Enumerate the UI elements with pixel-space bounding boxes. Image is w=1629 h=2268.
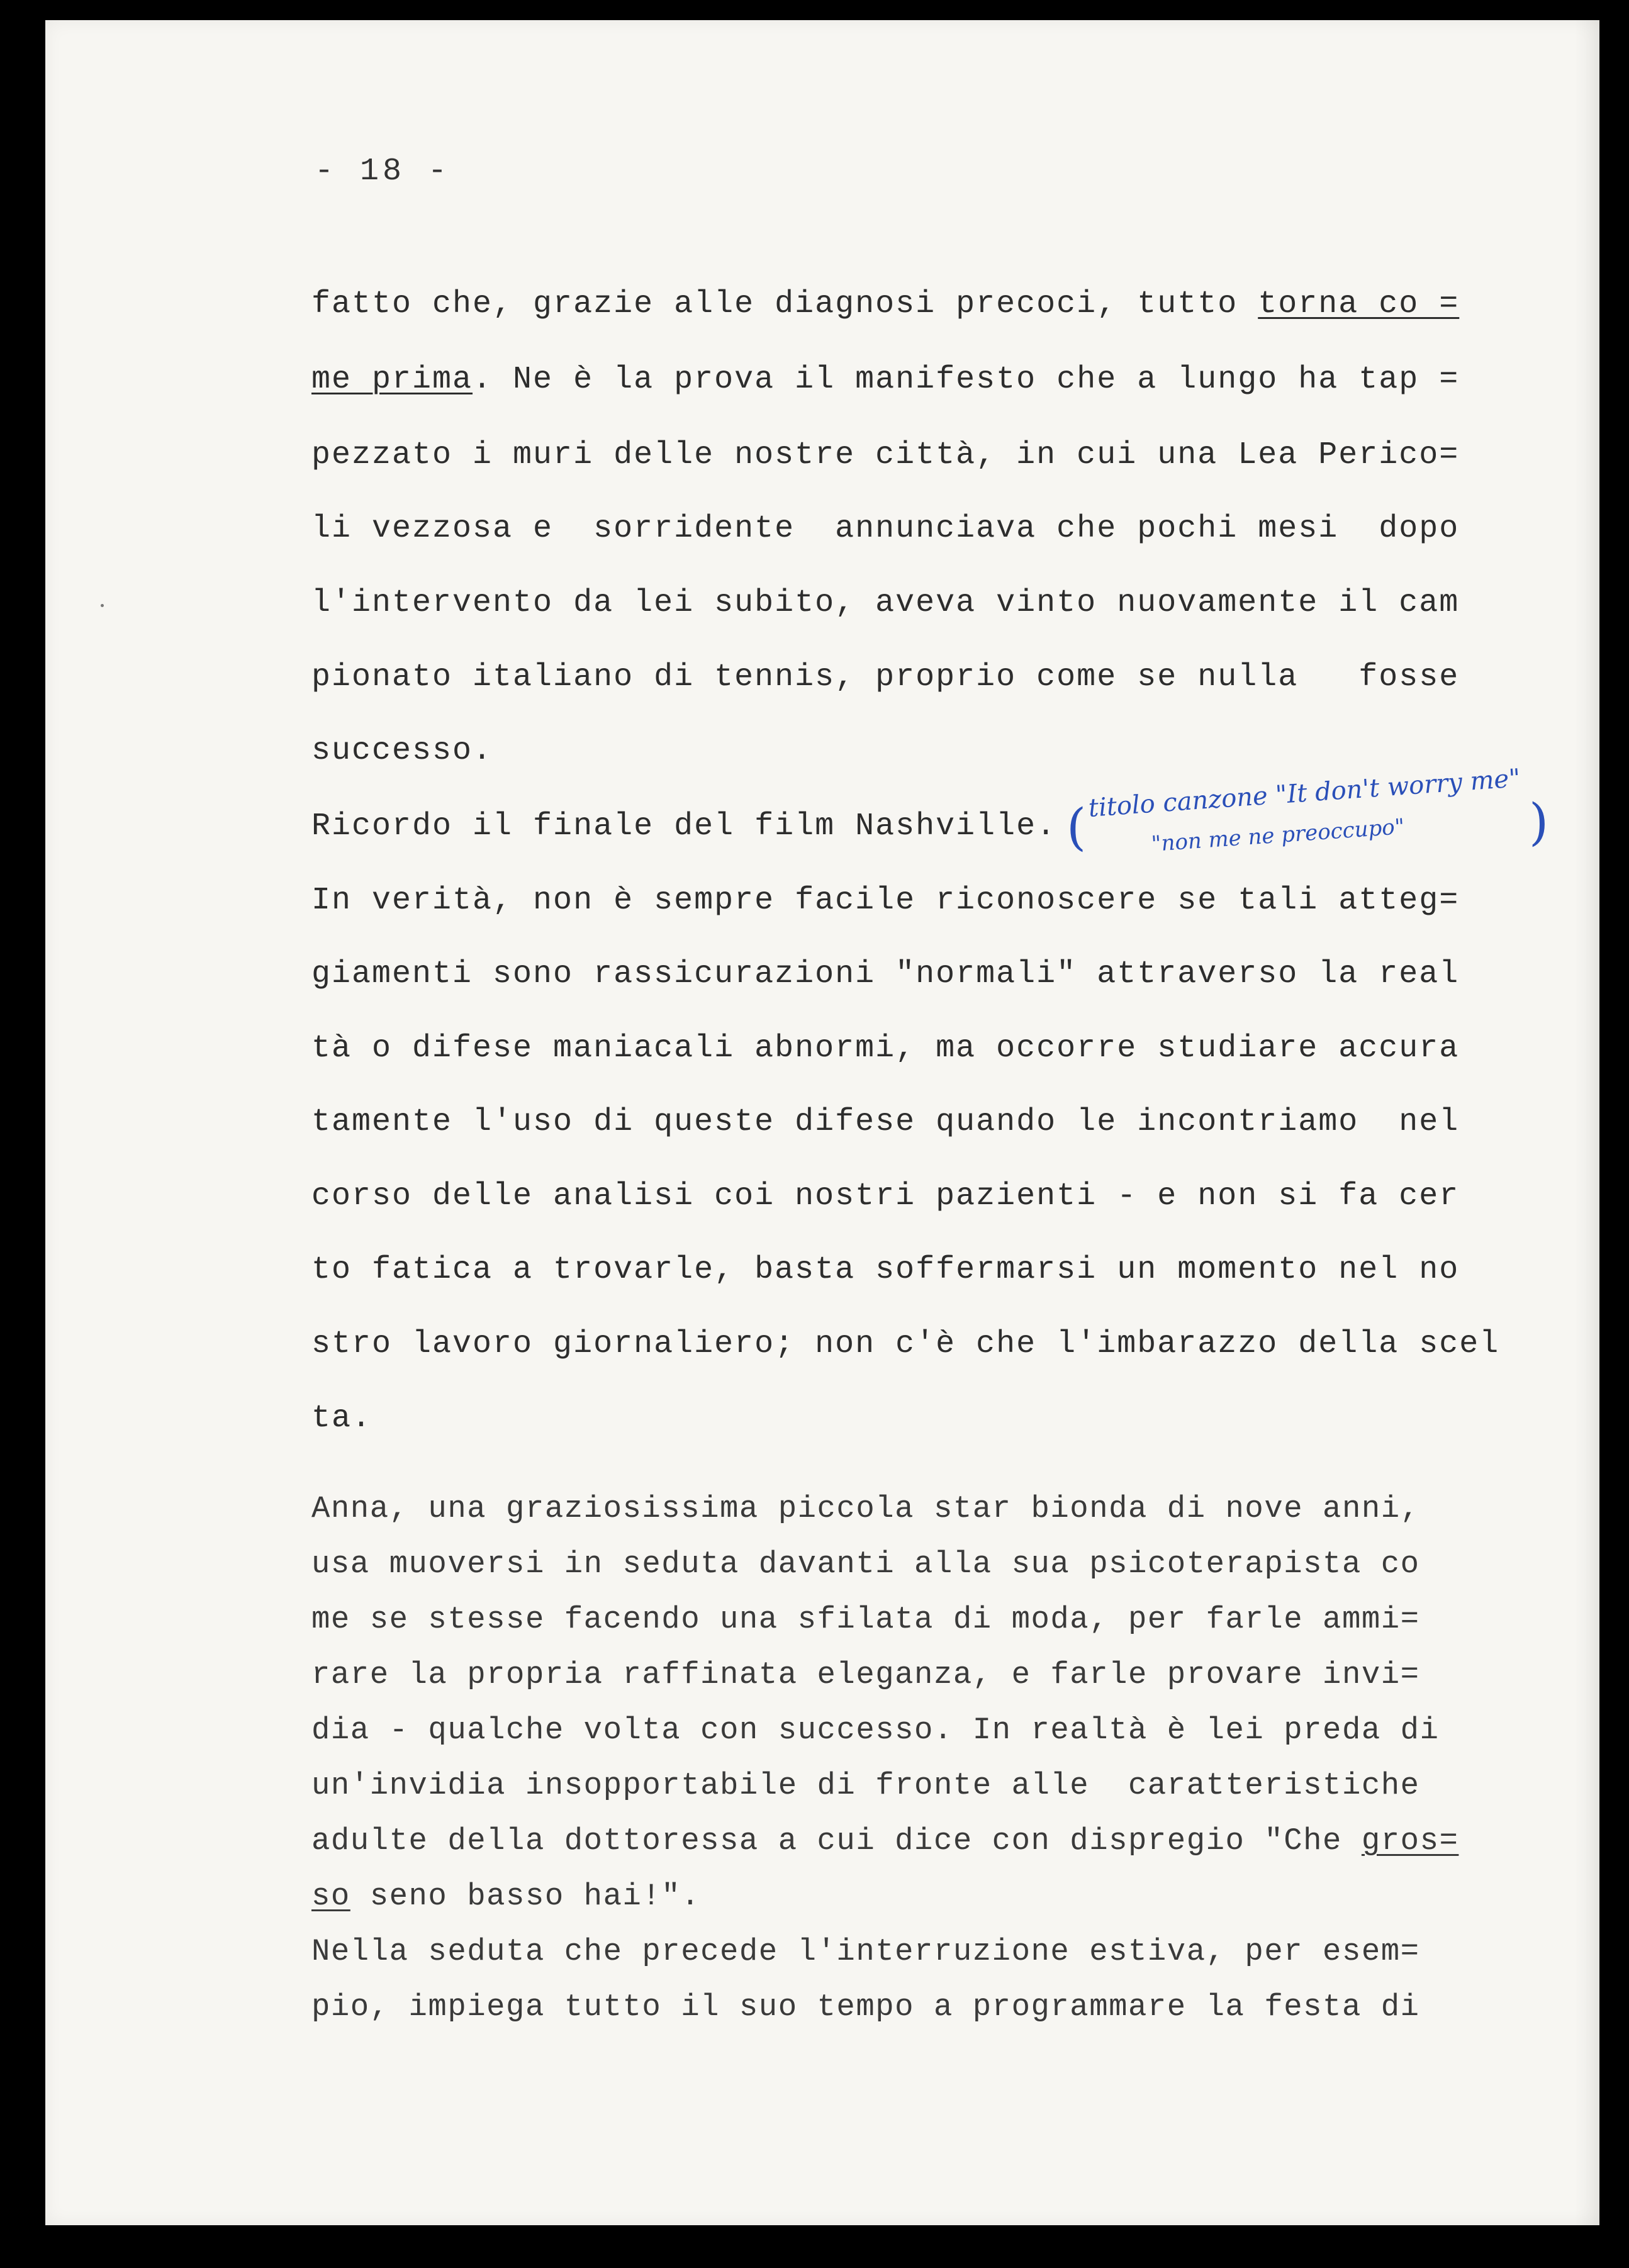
paragraph-2-line: In verità, non è sempre facile riconoscere se tali atteg= [311, 883, 1460, 919]
text-run: pionato italiano di tennis, proprio come se nulla fosse [311, 659, 1460, 695]
paragraph-3-line [311, 1823, 1458, 1858]
paragraph-2-line: ta. [311, 1400, 372, 1436]
text-run: adulte della dottoressa a cui dice con dispregio "Che [311, 1823, 1362, 1858]
underlined-text: torna co = [1258, 286, 1460, 322]
handwritten-note-line-1: titolo canzone "It don't worry me" [1087, 764, 1521, 823]
paragraph-3-line [311, 1768, 1420, 1803]
paragraph-2-line: tà o difese maniacali abnormi, ma occorre studiare accura [311, 1031, 1460, 1066]
paragraph-1-line [311, 511, 1459, 547]
page-edge [1574, 20, 1599, 2225]
paragraph-2-line: corso delle analisi coi nostri pazienti - e non si fa cer [311, 1178, 1460, 1214]
paragraph-3-line [311, 1879, 700, 1914]
underlined-text: gros= [1361, 1823, 1459, 1858]
paragraph-3-line [311, 1602, 1420, 1637]
text-run: pio, impiega tutto il suo tempo a programmare la festa di [311, 1989, 1420, 2025]
paragraph-1-line [311, 286, 1459, 322]
speck [101, 604, 104, 607]
text-run: . Ne è la prova il manifesto che a lungo ha tap = [473, 362, 1460, 398]
paragraph-1-line [311, 362, 1459, 398]
text-run: pezzato i muri delle nostre città, in cui una Lea Perico= [311, 437, 1460, 473]
text-run: un'invidia insopportabile di fronte alle caratteristiche [311, 1768, 1420, 1803]
text-run: fatto che, grazie alle diagnosi precoci, tutto [311, 286, 1258, 322]
paragraph-3-line [311, 1491, 1420, 1526]
underlined-text: so [311, 1879, 350, 1914]
paragraph-3-line [311, 1712, 1439, 1748]
handwritten-bracket-close: ) [1529, 793, 1549, 851]
nashville-line: Ricordo il finale del film Nashville. [311, 808, 1057, 844]
text-run: dia - qualche volta con successo. In realtà è lei preda di [311, 1712, 1440, 1748]
text-run: me se stesse facendo una sfilata di moda, per farle ammi= [311, 1602, 1420, 1637]
text-run: successo. [311, 733, 493, 769]
paragraph-3-line [311, 1657, 1420, 1692]
paragraph-3-line [311, 1934, 1420, 1969]
text-run: l'intervento da lei subito, aveva vinto nuovamente il cam [311, 585, 1460, 621]
paragraph-2-line: tamente l'uso di queste difese quando le incontriamo nel [311, 1104, 1460, 1140]
page-number: - 18 - [315, 154, 451, 189]
underlined-text: me prima [311, 362, 473, 398]
paragraph-2-line: stro lavoro giornaliero; non c'è che l'imbarazzo della scel [311, 1326, 1500, 1362]
text-run: seno basso hai!". [350, 1879, 701, 1914]
paragraph-1-line [311, 437, 1459, 473]
paragraph-1-line [311, 659, 1459, 695]
handwritten-note-line-2: "non me ne preoccupo" [1150, 813, 1406, 857]
paragraph-3-line [311, 1989, 1420, 2025]
text-run: usa muoversi in seduta davanti alla sua psicoterapista co [311, 1546, 1420, 1582]
paragraph-2-line: to fatica a trovarle, basta soffermarsi un momento nel no [311, 1252, 1460, 1288]
text-run: li vezzosa e sorridente annunciava che pochi mesi dopo [311, 511, 1460, 547]
paragraph-1-line [311, 585, 1459, 621]
paragraph-2-line: giamenti sono rassicurazioni "normali" attraverso la real [311, 956, 1460, 992]
paragraph-1-line [311, 733, 493, 769]
paragraph-3-line [311, 1546, 1420, 1582]
text-run: Nella seduta che precede l'interruzione estiva, per esem= [311, 1934, 1420, 1969]
text-run: rare la propria raffinata eleganza, e farle provare invi= [311, 1657, 1420, 1692]
handwritten-bracket-open: ( [1066, 798, 1087, 856]
text-run: Anna, una graziosissima piccola star bionda di nove anni, [311, 1491, 1420, 1526]
